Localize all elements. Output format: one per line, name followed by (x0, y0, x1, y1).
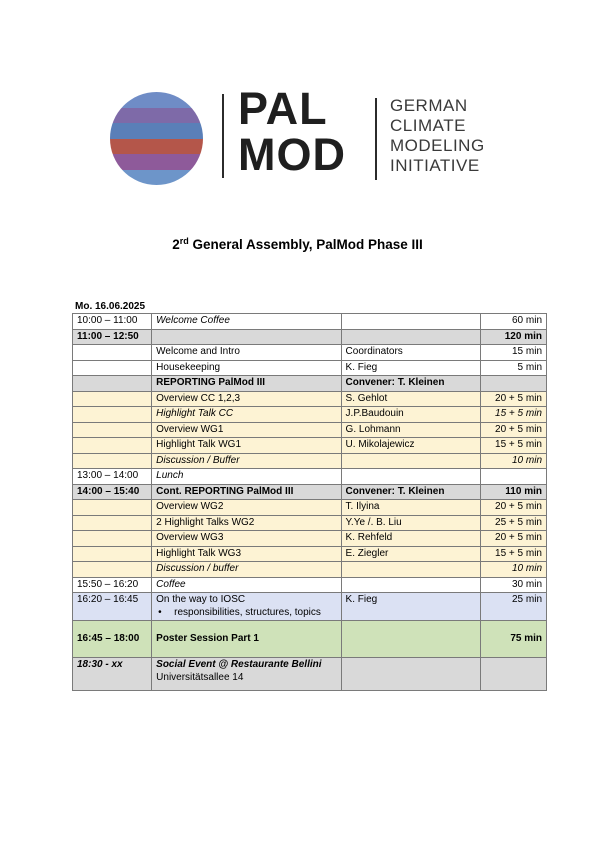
time-cell (73, 407, 152, 423)
speaker-cell: K. Rehfeld (341, 531, 480, 547)
time-cell (73, 438, 152, 454)
item-cell: Welcome Coffee (152, 314, 341, 330)
speaker-cell: J.P.Baudouin (341, 407, 480, 423)
time-cell (73, 376, 152, 392)
palmod-logo (110, 83, 505, 187)
item-cell: Highlight Talk WG3 (152, 546, 341, 562)
time-cell (73, 422, 152, 438)
item-cell: Overview WG2 (152, 500, 341, 516)
table-row (73, 469, 547, 485)
table-row (73, 593, 547, 621)
time-cell: 10:00 – 11:00 (73, 314, 152, 330)
agenda-date: Mo. 16.06.2025 (75, 301, 146, 312)
speaker-cell: Convener: T. Kleinen (341, 376, 480, 392)
item-cell: REPORTING PalMod III (152, 376, 341, 392)
table-row (73, 531, 547, 547)
item-title: Social Event @ Restaurante Bellini (156, 659, 322, 670)
table-row (73, 453, 547, 469)
table-row (73, 329, 547, 345)
speaker-cell: Y.Ye /. B. Liu (341, 515, 480, 531)
time-cell: 16:20 – 16:45 (73, 593, 152, 621)
table-row (73, 438, 547, 454)
table-row (73, 407, 547, 423)
table-row (73, 562, 547, 578)
table-row (73, 422, 547, 438)
table-row (73, 500, 547, 516)
table-row (73, 391, 547, 407)
item-cell: Poster Session Part 1 (152, 621, 341, 658)
duration-cell: 20 + 5 min (480, 422, 546, 438)
item-cell: Highlight Talk CC (152, 407, 341, 423)
speaker-cell: Convener: T. Kleinen (341, 484, 480, 500)
time-cell (73, 500, 152, 516)
time-cell (73, 562, 152, 578)
duration-cell: 10 min (480, 562, 546, 578)
speaker-cell: K. Fieg (341, 360, 480, 376)
speaker-cell: G. Lohmann (341, 422, 480, 438)
item-cell: Cont. REPORTING PalMod III (152, 484, 341, 500)
speaker-cell (341, 621, 480, 658)
duration-cell: 75 min (480, 621, 546, 658)
tagline-line: INITIATIVE (390, 156, 480, 175)
duration-cell: 110 min (480, 484, 546, 500)
tagline-line: MODELING (390, 136, 485, 155)
speaker-cell (341, 314, 480, 330)
speaker-cell (341, 469, 480, 485)
duration-cell: 15 + 5 min (480, 407, 546, 423)
tagline-line: GERMAN (390, 96, 468, 115)
logo-circle-emblem (110, 92, 203, 185)
bullet-text: responsibilities, structures, topics (174, 606, 321, 618)
table-row (73, 515, 547, 531)
item-cell: Lunch (152, 469, 341, 485)
duration-cell: 5 min (480, 360, 546, 376)
logo-word-mod: MOD (238, 129, 346, 180)
item-cell: Discussion / buffer (152, 562, 341, 578)
item-cell: Overview WG3 (152, 531, 341, 547)
logo-tagline (390, 96, 485, 176)
speaker-cell (341, 562, 480, 578)
time-cell (73, 453, 152, 469)
duration-cell: 10 min (480, 453, 546, 469)
speaker-cell (341, 329, 480, 345)
item-cell: Overview WG1 (152, 422, 341, 438)
speaker-cell: S. Gehlot (341, 391, 480, 407)
duration-cell: 60 min (480, 314, 546, 330)
table-row (73, 376, 547, 392)
logo-divider (375, 98, 377, 180)
duration-cell (480, 658, 546, 691)
duration-cell: 20 + 5 min (480, 391, 546, 407)
speaker-cell (341, 577, 480, 593)
table-row (73, 314, 547, 330)
speaker-cell: U. Mikolajewicz (341, 438, 480, 454)
duration-cell: 15 + 5 min (480, 438, 546, 454)
item-cell (152, 658, 341, 691)
bullet-icon: • (158, 606, 162, 618)
time-cell: 13:00 – 14:00 (73, 469, 152, 485)
duration-cell: 20 + 5 min (480, 531, 546, 547)
speaker-cell: K. Fieg (341, 593, 480, 621)
item-address: Universitätsallee 14 (156, 671, 244, 683)
bullet-item (156, 607, 336, 620)
time-cell (73, 360, 152, 376)
logo-divider (222, 94, 224, 178)
item-cell: Overview CC 1,2,3 (152, 391, 341, 407)
logo-word-pal: PAL (238, 83, 328, 134)
duration-cell: 30 min (480, 577, 546, 593)
time-cell (73, 531, 152, 547)
speaker-cell: Coordinators (341, 345, 480, 361)
duration-cell (480, 469, 546, 485)
duration-cell: 15 + 5 min (480, 546, 546, 562)
item-cell: Discussion / Buffer (152, 453, 341, 469)
speaker-cell (341, 658, 480, 691)
table-row (73, 577, 547, 593)
tagline-line: CLIMATE (390, 116, 466, 135)
duration-cell: 20 + 5 min (480, 500, 546, 516)
speaker-cell (341, 453, 480, 469)
time-cell: 11:00 – 12:50 (73, 329, 152, 345)
table-row (73, 658, 547, 691)
item-title: On the way to IOSC (156, 594, 246, 605)
item-cell: 2 Highlight Talks WG2 (152, 515, 341, 531)
table-row (73, 546, 547, 562)
time-cell: 18:30 - xx (73, 658, 152, 691)
time-cell (73, 515, 152, 531)
time-cell: 15:50 – 16:20 (73, 577, 152, 593)
agenda-table (72, 313, 547, 691)
speaker-cell: T. Ilyina (341, 500, 480, 516)
table-row (73, 360, 547, 376)
item-cell: Coffee (152, 577, 341, 593)
speaker-cell: E. Ziegler (341, 546, 480, 562)
table-row (73, 345, 547, 361)
time-cell (73, 391, 152, 407)
table-row (73, 621, 547, 658)
time-cell (73, 345, 152, 361)
item-cell: Welcome and Intro (152, 345, 341, 361)
duration-cell: 120 min (480, 329, 546, 345)
item-cell (152, 593, 341, 621)
item-cell: Highlight Talk WG1 (152, 438, 341, 454)
item-cell: Housekeeping (152, 360, 341, 376)
page-title: 2rd General Assembly, PalMod Phase III (172, 236, 423, 252)
duration-cell (480, 376, 546, 392)
table-row (73, 484, 547, 500)
duration-cell: 25 + 5 min (480, 515, 546, 531)
time-cell: 14:00 – 15:40 (73, 484, 152, 500)
duration-cell: 25 min (480, 593, 546, 621)
time-cell (73, 546, 152, 562)
item-cell (152, 329, 341, 345)
duration-cell: 15 min (480, 345, 546, 361)
time-cell: 16:45 – 18:00 (73, 621, 152, 658)
